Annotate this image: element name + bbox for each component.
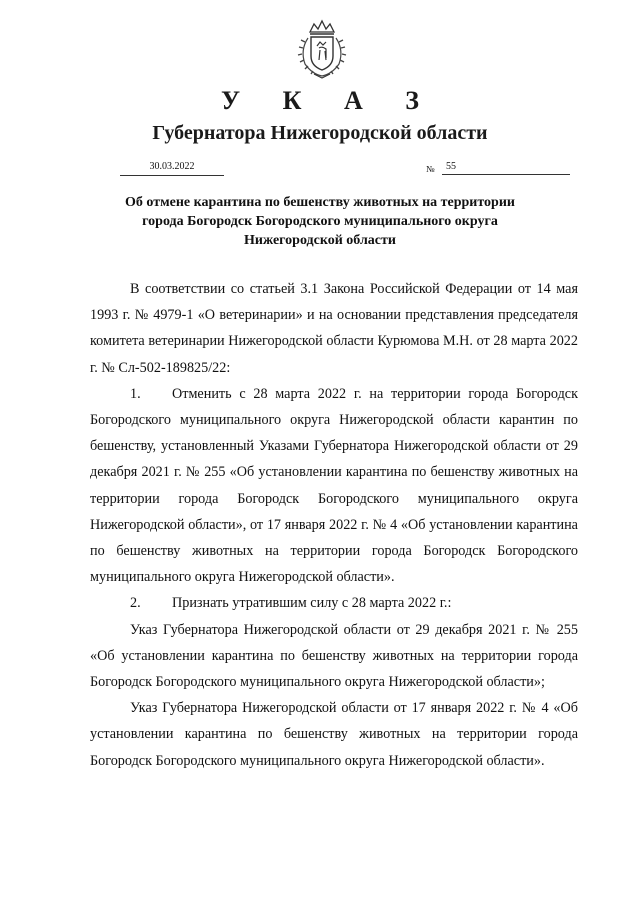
heading-line: города Богородск Богородского муниципального округа	[142, 214, 498, 229]
item-number: 2.	[130, 595, 141, 612]
issuer-subtitle: Губернатора Нижегородской области	[152, 122, 488, 144]
document-number: 55	[442, 160, 570, 175]
document-type-title: У К А З	[221, 86, 437, 115]
item-2-paragraph	[90, 590, 578, 616]
number-sign: №	[426, 164, 435, 174]
item-1-paragraph	[90, 381, 578, 591]
heading-line: Об отмене карантина по бешенству животных на территории	[125, 195, 515, 210]
sub-item-paragraph: Указ Губернатора Нижегородской области от 29 декабря 2021 г. № 255 «Об установлении карантина по бешенству животных на территории города Богородск Богородского муниципального округа Нижегородской области»;	[90, 621, 578, 691]
sub-item-paragraph: Указ Губернатора Нижегородской области от 17 января 2022 г. № 4 «Об установлении карантина по бешенству животных на территории города Богородск Богородского муниципального округа Нижегородской области».	[90, 700, 578, 769]
preamble-paragraph: В соответствии со статьей 3.1 Закона Российской Федерации от 14 мая 1993 г. № 4979-1 «О ветеринарии» и на основании представления председателя комитета ветеринарии Нижегородской области Курюмова М.Н. от 28 марта 2022 г. № Сл-502-189825/22:	[90, 281, 578, 376]
document-date: 30.03.2022	[120, 160, 224, 176]
item-number: 1.	[130, 385, 141, 402]
document-heading	[100, 193, 540, 250]
document-body	[90, 276, 578, 774]
item-text: Признать утратившим силу с 28 марта 2022 г.:	[172, 595, 452, 612]
item-text: Отменить с 28 марта 2022 г. на территории города Богородск Богородского муниципального округа Нижегородской области карантин по бешенству, установленный Указами Губернатора Нижегородской области от 29 декабря 2021 г. № 255 «Об установлении карантина по бешенству животных на территории города Богородск Богородского муниципального округа Нижегородской области», от 17 января 2022 г. № 4 «Об установлении карантина по бешенству животных на территории города Богородск Богородского муниципального округа Нижегородской области».	[90, 385, 578, 586]
coat-of-arms-icon	[296, 18, 348, 80]
heading-line: Нижегородской области	[244, 233, 396, 248]
